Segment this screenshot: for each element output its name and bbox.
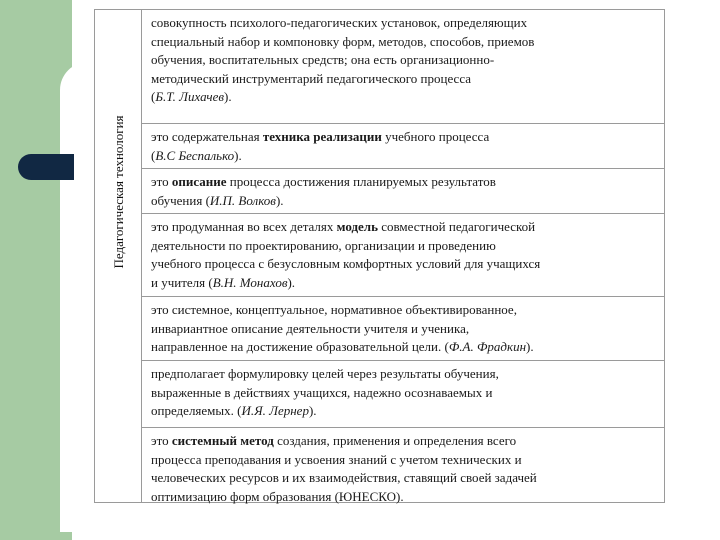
category-label-column — [95, 10, 142, 502]
definition-text: процесса достижения планируемых результатов — [226, 174, 496, 189]
definition-text: ( — [151, 89, 156, 104]
definition-line — [151, 147, 658, 166]
definition-text: ). — [234, 147, 242, 163]
author-name: И.П. Волков — [209, 192, 276, 208]
definition-text: процесса преподавания и усвоения знаний с учетом технических и — [151, 451, 522, 467]
definition-line — [151, 384, 658, 403]
definition-line — [151, 365, 658, 384]
definitions-list — [142, 10, 664, 502]
definition-text: деятельности по проектированию, организации и проведению — [151, 237, 496, 253]
slide-bullet-bar — [18, 154, 74, 180]
emphasis-text: описание — [171, 174, 227, 189]
definition-line — [151, 255, 658, 274]
definition-line — [151, 218, 658, 237]
definition-text: это системное, концептуальное, нормативное объективированное, — [151, 302, 517, 317]
definition-line — [151, 488, 658, 507]
definition-line — [151, 192, 658, 211]
definition-line — [151, 51, 658, 70]
definition-line — [151, 320, 658, 339]
definition-line — [151, 173, 658, 192]
definition-row — [142, 124, 664, 169]
definition-text: совокупность психолого-педагогических установок, определяющих — [151, 15, 528, 30]
definition-row — [142, 214, 664, 297]
author-name: И.Я. Лернер — [241, 403, 309, 418]
definition-text: это содержательная — [151, 129, 263, 144]
definition-line — [151, 451, 658, 470]
definition-text: обучения, воспитательных средств; она есть организационно- — [151, 52, 495, 67]
definition-line — [151, 237, 658, 256]
author-name: В.Н. Монахов — [212, 274, 288, 290]
author-name: Ф.А. Фрадкин — [448, 339, 527, 354]
definitions-table — [94, 9, 665, 503]
category-label: Педагогическая технология — [111, 115, 126, 269]
definition-text: предполагает формулировку целей через результаты обучения, — [151, 366, 499, 381]
definition-text: создания, применения и определения всего — [273, 433, 517, 448]
definition-line — [151, 432, 658, 451]
emphasis-text: техника реализации — [262, 129, 382, 144]
definition-text: методический инструментарий педагогического процесса — [151, 70, 472, 86]
definition-text: ). — [287, 274, 296, 290]
author-name: Б.Т. Лихачев — [155, 89, 225, 104]
definition-line — [151, 274, 658, 293]
definition-line — [151, 70, 658, 89]
definition-text: обучения ( — [151, 192, 210, 208]
definition-text: это продуманная во всех деталях — [151, 219, 337, 234]
definition-text: специальный набор и компоновку форм, методов, способов, приемов — [151, 33, 535, 49]
definition-line — [151, 301, 658, 320]
definition-text: это — [151, 174, 172, 189]
definition-line — [151, 14, 658, 33]
definition-text: направленное на достижение образовательной цели. ( — [151, 339, 449, 354]
author-name: В.С Беспалько — [155, 147, 235, 163]
definition-text: ). — [275, 192, 284, 208]
definition-text: учебного процесса — [381, 129, 490, 144]
definition-text: ). — [308, 403, 317, 418]
definition-row — [142, 10, 664, 124]
definition-row — [142, 361, 664, 428]
definition-text: оптимизацию форм образования (ЮНЕСКО). — [151, 488, 404, 504]
definition-text: определяемых. ( — [151, 403, 242, 418]
definition-row — [142, 169, 664, 214]
definition-line — [151, 88, 658, 107]
definition-text: ( — [151, 147, 156, 163]
definition-row — [142, 428, 664, 504]
definition-line — [151, 128, 658, 147]
emphasis-text: модель — [336, 219, 378, 234]
slide-corner-shape — [60, 62, 90, 532]
definition-text: и учителя ( — [151, 274, 213, 290]
definition-text: это — [151, 433, 172, 448]
definition-line — [151, 33, 658, 52]
definition-text: ). — [224, 89, 232, 104]
definition-line — [151, 469, 658, 488]
emphasis-text: системный метод — [171, 433, 274, 448]
definition-line — [151, 402, 658, 421]
definition-text: ). — [526, 339, 534, 354]
definition-row — [142, 297, 664, 361]
definition-text: учебного процесса с безусловным комфортных условий для учащихся — [151, 256, 541, 271]
definition-text: совместной педагогической — [377, 219, 536, 234]
definition-text: выраженные в действиях учащихся, надежно осознаваемых и — [151, 384, 493, 400]
definition-line — [151, 338, 658, 357]
definition-text: инвариантное описание деятельности учителя и ученика, — [151, 320, 470, 336]
definition-text: человеческих ресурсов и их взаимодействия, ставящий своей задачей — [151, 470, 537, 485]
